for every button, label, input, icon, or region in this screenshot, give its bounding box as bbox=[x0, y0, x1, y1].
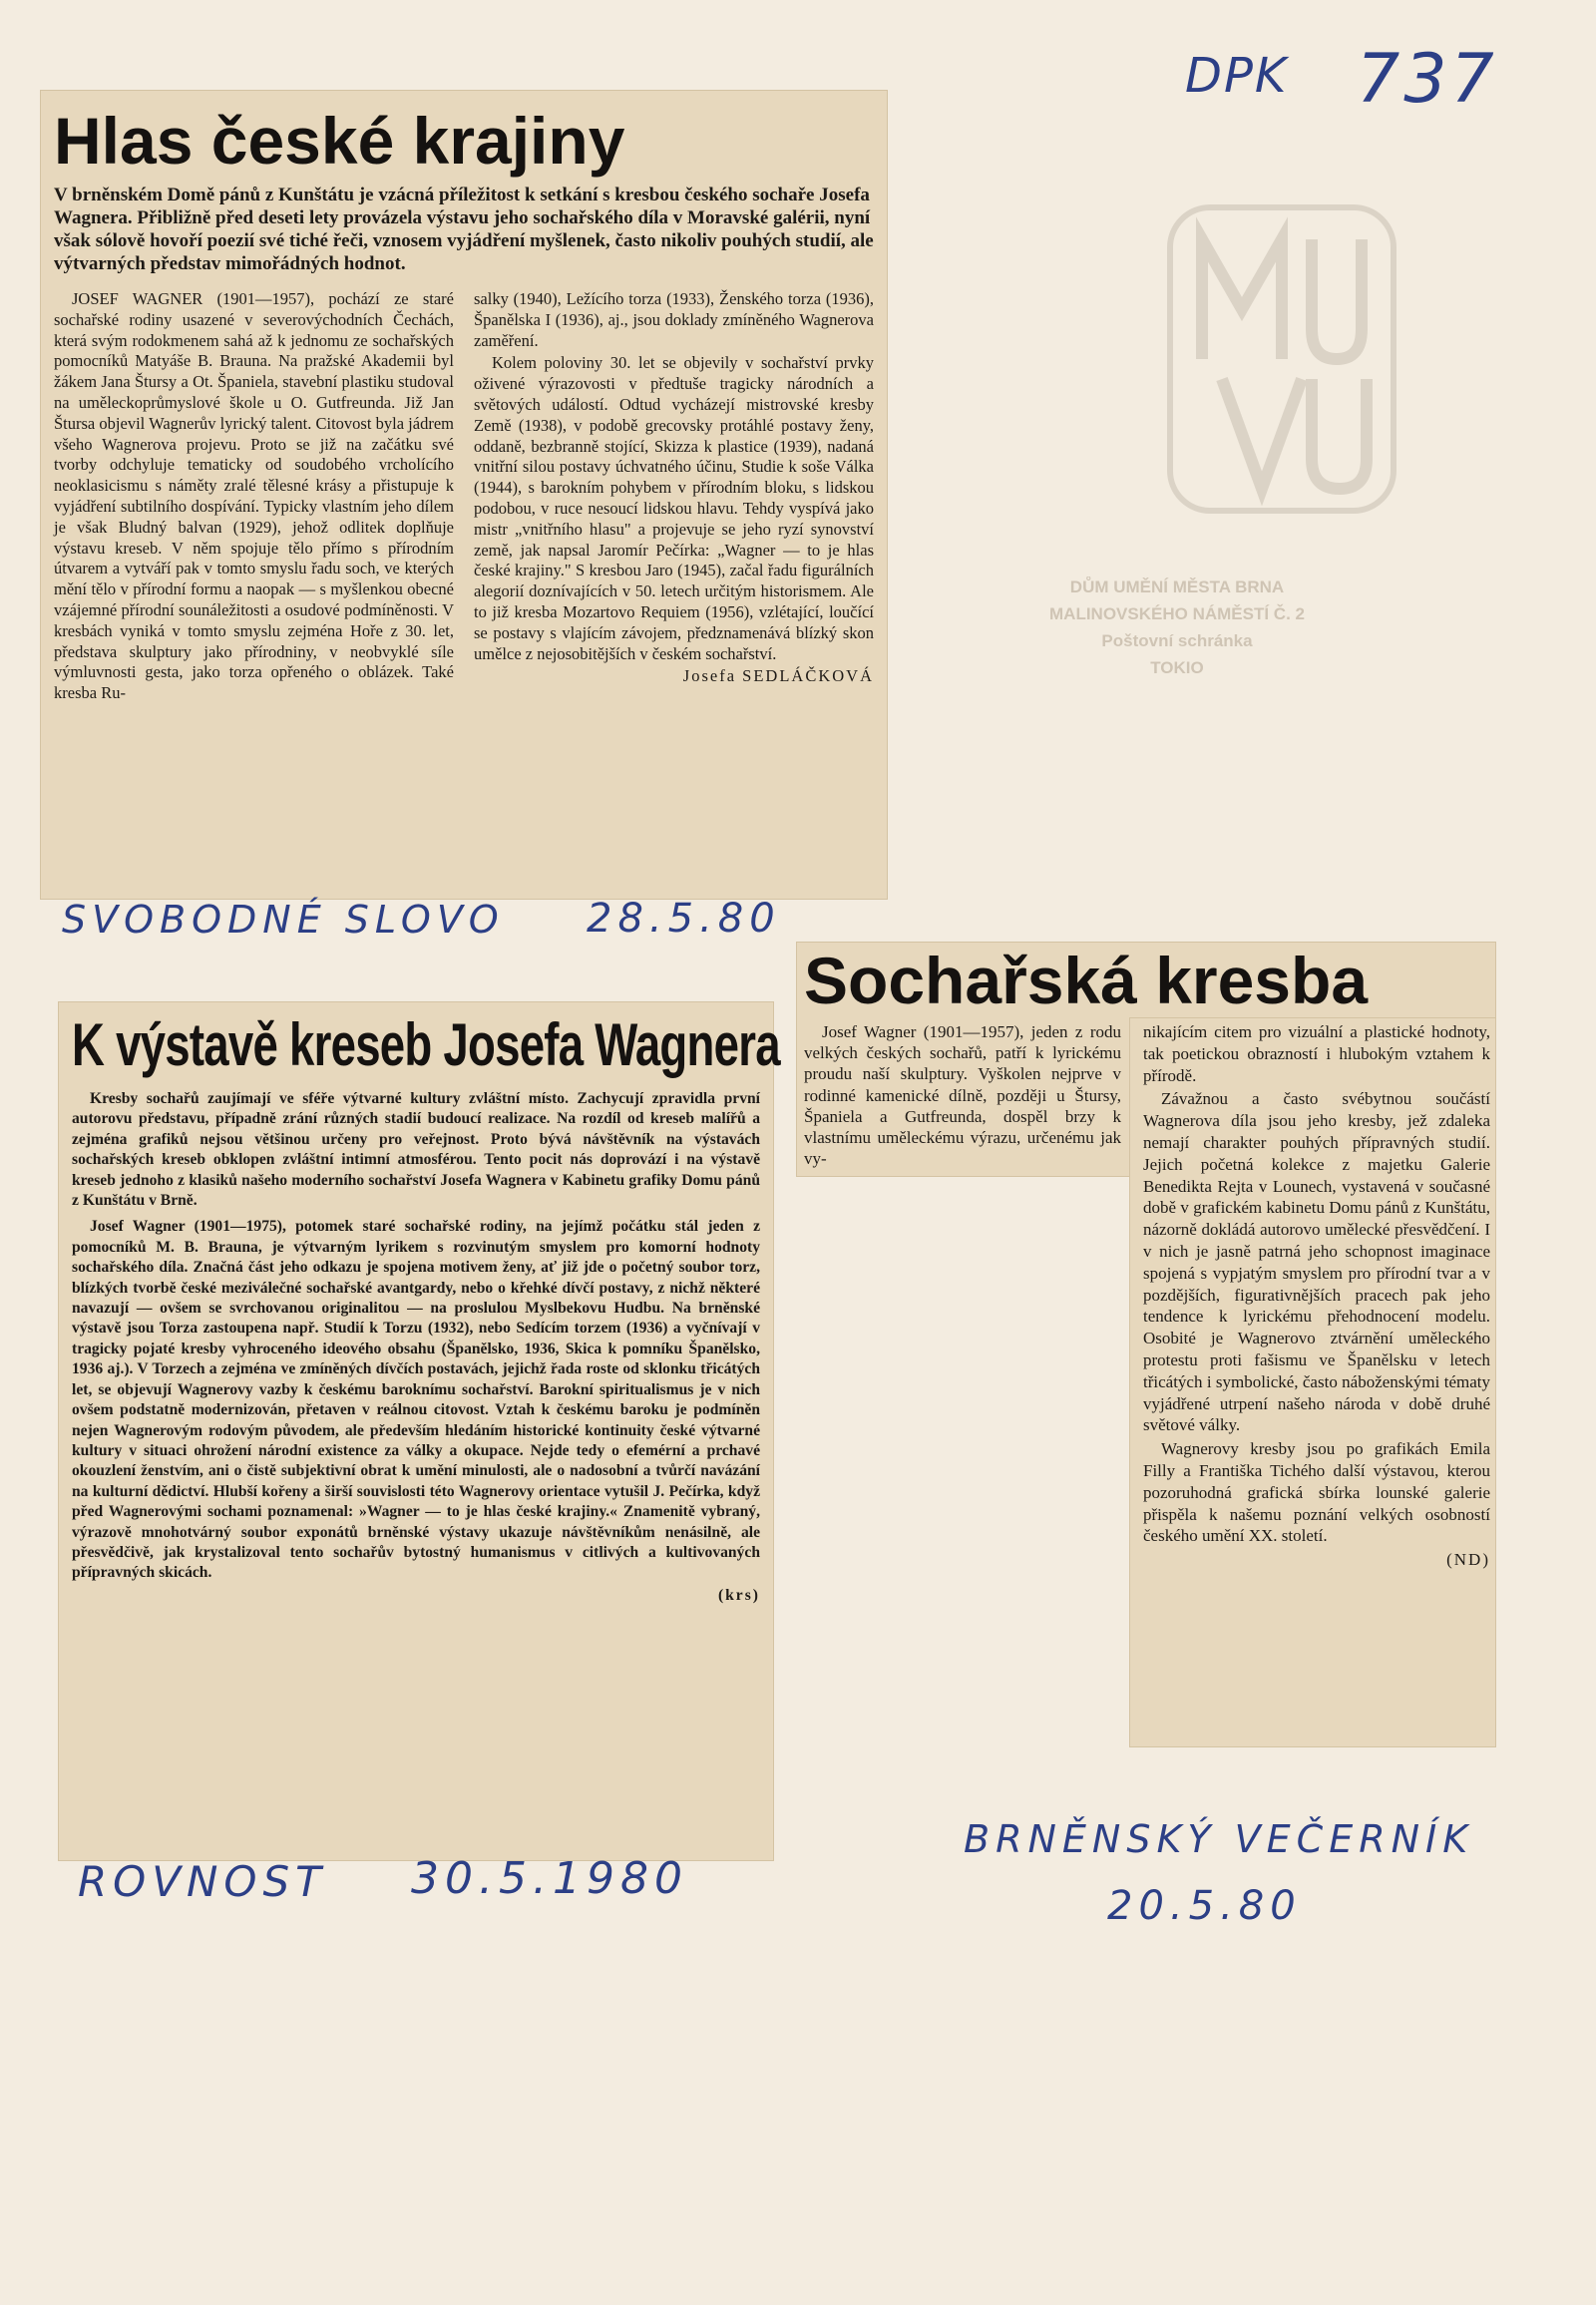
stamp-line: DŮM UMĚNÍ MĚSTA BRNA bbox=[1069, 577, 1285, 596]
author-signature: (ND) bbox=[1446, 1550, 1490, 1570]
article-column bbox=[54, 289, 454, 706]
institution-monogram-stamp bbox=[1162, 199, 1401, 519]
source-newspaper: BRNĚNSKÝ VEČERNÍK bbox=[964, 1817, 1474, 1861]
source-date: 20.5.80 bbox=[1107, 1883, 1302, 1929]
body-paragraph: Wagnerovy kresby jsou po grafikách Emila Filly a Františka Tichého další výstavou, kterou pozoruhodná grafická sbírka lounské galerie přispěla k našemu poznání velkých osobností českého umění XX. století. bbox=[1143, 1439, 1490, 1546]
author-signature: (krs) bbox=[717, 1586, 760, 1604]
stamp-line: TOKIO bbox=[1150, 658, 1204, 677]
source-date: 28.5.80 bbox=[587, 896, 781, 942]
article-body bbox=[72, 1089, 760, 1606]
body-paragraph: Závažnou a často svébytnou součástí Wagnerova díla jsou jeho kresby, jež zdaleka nemají charakter pouhých přípravných studií. Jejich početná kolekce z majetku Galerie Benedikta Rejta v Lounech, vystavená v současné době v grafickém kabinetu Domu pánů z Kunštátu, názorně dokládá autorovo umělecké přesvědčení. I v nich je jasně patrná jeho schopnost imaginace spojená s vypjatým smyslem pro přírodní tvar a v pozdějších, figurativnějších pracech pak jeho tendence k lyrickému přehodnocení modelu. Osobité je Wagnerovo ztvárnění uměleckého protestu proti fašismu ve Španělsku v letech třicátých i symbolické, často náboženskými tématy vyjádřené utrpení našeho národa v době druhé světové války. bbox=[1143, 1089, 1490, 1435]
body-paragraph: JOSEF WAGNER (1901—1957), pochází ze staré sochařské rodiny usazené v severovýchodních Čechách, která svým rodokmenem sahá až k jednomu ze sochařských pomocníků Matyáše B. Brauna. Na pražské Akademii byl žákem Jana Štursy a Ot. Španiela, stavební plastiku studoval na uměleckoprůmyslové škole u O. Gutfreunda. Již Jan Štursa objevil Wagnerův lyrický talent. Citovost byla jádrem všeho Wagnerova projevu. Proto se již na začátku své tvorby odchyluje tematicky od soudobého vrcholícího neoklasicismu s náměty zralé tělesné krásy a přistupuje k vyjádření subtilního dospívání. Typicky vlastním jeho dílem je však Bludný balvan (1929), jehož odlitek doplňuje výstavu kreseb. V něm spojuje tělo přímo s přírodním útvarem a vytváří pak v tomto smyslu řadu soch, ve kterých mění tělo v přírodní formu a naopak — s myšlenkou obecné vzájemné přírodní sounáležitosti a osudové podmíněnosti. V kresbách vyniká v tomto smyslu zejména Hoře z 30. let, představa skulptury jako přírodniny, v neobvyklé síle výmluvnosti gesta, jako torza opřeného o oblázek. Také kresba Ru- bbox=[54, 289, 454, 703]
author-signature: Josefa SEDLÁČKOVÁ bbox=[682, 666, 874, 686]
article-column bbox=[1143, 1021, 1490, 1571]
stamp-line: Poštovní schránka bbox=[1101, 631, 1253, 650]
body-paragraph: Kolem poloviny 30. let se objevily v sochařství prvky oživené výrazovosti v předtuše tragicky národních a světových událostí. Odtud vycházejí mistrovské kresby Země (1938), v podobě grecovsky protáhlé postavy ženy, oddaně, bezbranně stojící, Skizza k plastice (1939), nadaná vnitřní silou postavy úchvatného účinu, Studie k soše Válka (1944), s barokním pohybem v přírodním bloku, s lidskou podobou, v ruce nesoucí lidskou hlavu. Tehdy vyspívá jako mistr „vnitřního hlasu" a projevuje se jeho ryzí synovství země, jak napsal Jaromír Pečírka: „Wagner — to je hlas české krajiny." S kresbou Jaro (1945), začal řadu figurálních alegorií doznívajících v 50. letech určitým historismem. Ale to již kresba Mozartovo Requiem (1956), vzlétající, loučící se postavy s vlajícím závojem, předznamenává blízký skon umělce z nejosobitějších v českém sochařství. bbox=[474, 353, 874, 663]
source-newspaper: ROVNOST bbox=[78, 1857, 327, 1906]
article-columns bbox=[54, 289, 874, 706]
headline: Sochařská kresba bbox=[804, 944, 1369, 1017]
body-paragraph: nikajícím citem pro vizuální a plastické hodnoty, tak poetickou obrazností i hlubokým vztahem k přírodě. bbox=[1143, 1022, 1490, 1085]
archive-number: 737 bbox=[1357, 40, 1498, 119]
lead-paragraph: V brněnském Domě pánů z Kunštátu je vzácná příležitost k setkání s kresbou českého sochaře Josefa Wagnera. Přibližně před deseti lety provázela výstavu jeho sochařského díla v Moravské galérii, nyní však sólově hovoří poezií své tiché řeči, vznosem vyjádření myšlenek, často nikoliv pouhých studií, ale výtvarných představ mimořádných hodnot. bbox=[54, 185, 874, 274]
article-column bbox=[474, 289, 874, 706]
archive-code: DPK bbox=[1185, 48, 1289, 104]
headline: K výstavě kreseb Josefa Wagnera bbox=[72, 1011, 780, 1078]
institution-stamp-text bbox=[948, 574, 1406, 681]
clipping-brnensky-vecernik-content bbox=[804, 944, 1492, 1571]
source-date: 30.5.1980 bbox=[411, 1853, 688, 1904]
body-paragraph: Josef Wagner (1901—1957), jeden z rodu velkých českých sochařů, patří k lyrickému proudu naší skulptury. Vyškolen nejprve v rodinné kamenické dílně, později u Štursy, Španiela a Gutfreunda, dospěl brzy k vlastnímu uměleckému výrazu, určenému jak vy- bbox=[804, 1022, 1121, 1169]
clipping-svobodne-slovo bbox=[40, 90, 888, 900]
source-newspaper: SVOBODNÉ SLOVO bbox=[62, 898, 505, 942]
article-column bbox=[804, 1021, 1121, 1571]
headline: Hlas české krajiny bbox=[54, 104, 625, 178]
clipping-rovnost bbox=[58, 1001, 780, 1861]
body-paragraph: salky (1940), Ležícího torza (1933), Ženského torza (1936), Španělska I (1936), aj., jsou doklady zmíněného Wagnerova zaměření. bbox=[474, 289, 874, 350]
stamp-line: MALINOVSKÉHO NÁMĚSTÍ Č. 2 bbox=[1049, 604, 1305, 623]
article-columns bbox=[804, 1021, 1492, 1571]
lead-paragraph: Kresby sochařů zaujímají ve sféře výtvarné kultury zvláštní místo. Zachycují zpravidla první autorovu představu, případně zrání různých stadií budoucí realizace. Na rozdíl od kreseb malířů a zejména grafiků nejsou většinou určeny pro veřejnost. Proto bývá návštěvník na výstavách sochařských kreseb obklopen zvláštní intimní atmosférou. Tento pocit nás doprovází i na výstavě kreseb jednoho z klasiků našeho moderního sochařství Josefa Wagnera v Kabinetu grafiky Domu pánů z Kunštátu v Brně. bbox=[72, 1090, 760, 1210]
body-paragraph: Josef Wagner (1901—1975), potomek staré sochařské rodiny, na jejímž počátku stál jeden z pomocníků M. B. Brauna, je výtvarným lyrikem s rozvinutým smyslem pro komorní hodnoty sochařského díla. Značná část jeho odkazu je spojena motivem ženy, ať již jde o početný soubor torz, blízkých tvorbě české meziválečné sochařské avantgardy, nebo o křehké dívčí postavy, z nichž některé navazují — ovšem se svrchovanou originalitou — na proslulou Myslbekovu Hudbu. Na brněnské výstavě jsou Torza zastoupena např. Studií k Torzu (1932), nebo Sedícím torzem (1936) a vyčnívají v tragicky pojaté kresby vyhroceného ideového obsahu (Španělsko, 1936, Skica k pomníku Španělsko, 1936 aj.). V Torzech a zejména ve zmíněných dívčích postavách, jejichž řada roste od sklonku třicátých let, se objevují Wagnerovy vazby k českému baroknímu sochařství. Barokní spiritualismus je v nich ovšem podstatně modernizován, přetaven v reálnou citovost. Vztah k českému baroku je podmíněn nejen Wagnerovým rodovým původem, ale především hledáním historické kontinuity české výtvarné kultury v situaci ohrožení národní existence za války a okupace. Nejde tedy o efemérní a prchavé okouzlení ženstvím, ani o čistě subjektivní obrat k umění minulosti, ale o nadosobní a tvůrčí navázání na kulturní dědictví. Hlubší kořeny a širší souvislosti této Wagnerovy orientace vytušil J. Pečírka, když před Wagnerovými sochami poznamenal: »Wagner — to je hlas české krajiny.« Znamenitě vybraný, výrazově mnohotvárný soubor exponátů brněnské výstavy ukazuje návštěvníkům nenásilně, ale přesvědčivě, jak krystalizoval tento sochařův bytostný humanismus v citlivých a kultivovaných přípravných skicách. bbox=[72, 1218, 760, 1582]
